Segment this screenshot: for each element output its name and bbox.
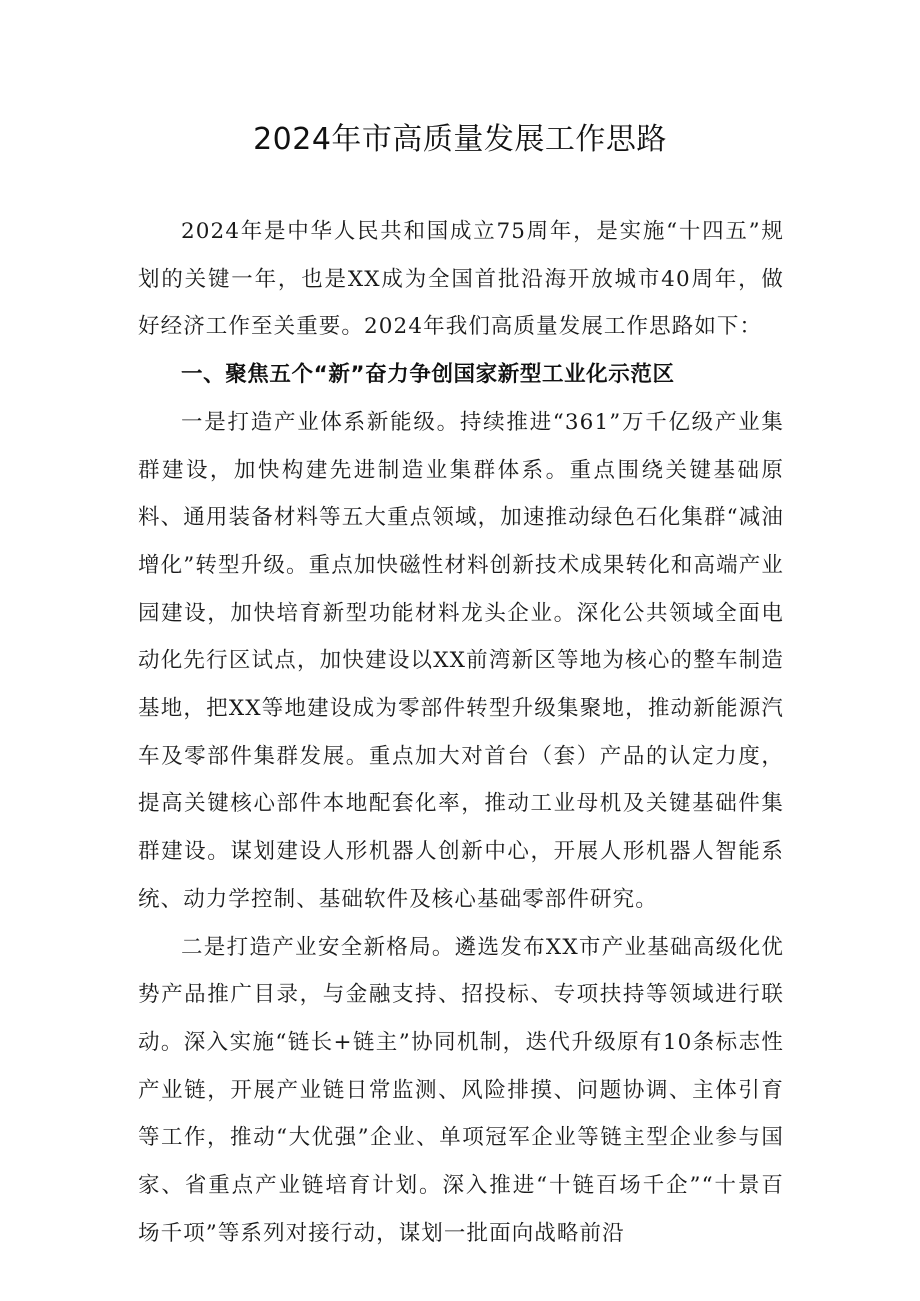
- body-paragraph-2: 二是打造产业安全新格局。遴选发布XX市产业基础高级化优势产品推广目录，与金融支持、招投标、专项扶持等领域进行联动。深入实施“链长+链主”协同机制，迭代升级原有10条标志性产业链，开展产业链日常监测、风险排摸、问题协调、主体引育等工作，推动“大优强”企业、单项冠军企业等链主型企业参与国家、省重点产业链培育计划。深入推进“十链百场千企”“十景百场千项”等系列对接行动，谋划一批面向战略前沿: [138, 934, 784, 1246]
- document-title: 2024年市高质量发展工作思路: [253, 122, 667, 157]
- document-body: [138, 208, 784, 1257]
- intro-paragraph: 2024年是中华人民共和国成立75周年，是实施“十四五”规划的关键一年，也是XX成为全国首批沿海开放城市40周年，做好经济工作至关重要。2024年我们高质量发展工作思路如下：: [138, 219, 784, 340]
- body-paragraph-1: 一是打造产业体系新能级。持续推进“361”万千亿级产业集群建设，加快构建先进制造业集群体系。重点围绕关键基础原料、通用装备材料等五大重点领域，加速推动绿色石化集群“减油增化”转型升级。重点加快磁性材料创新技术成果转化和高端产业园建设，加快培育新型功能材料龙头企业。深化公共领域全面电动化先行区试点，加快建设以XX前湾新区等地为核心的整车制造基地，把XX等地建设成为零部件转型升级集聚地，推动新能源汽车及零部件集群发展。重点加大对首台（套）产品的认定力度，提高关键核心部件本地配套化率，推动工业母机及关键基础件集群建设。谋划建设人形机器人创新中心，开展人形机器人智能系统、动力学控制、基础软件及核心基础零部件研究。: [138, 409, 784, 912]
- section-heading: 一、聚焦五个“新”奋力争创国家新型工业化示范区: [181, 362, 675, 388]
